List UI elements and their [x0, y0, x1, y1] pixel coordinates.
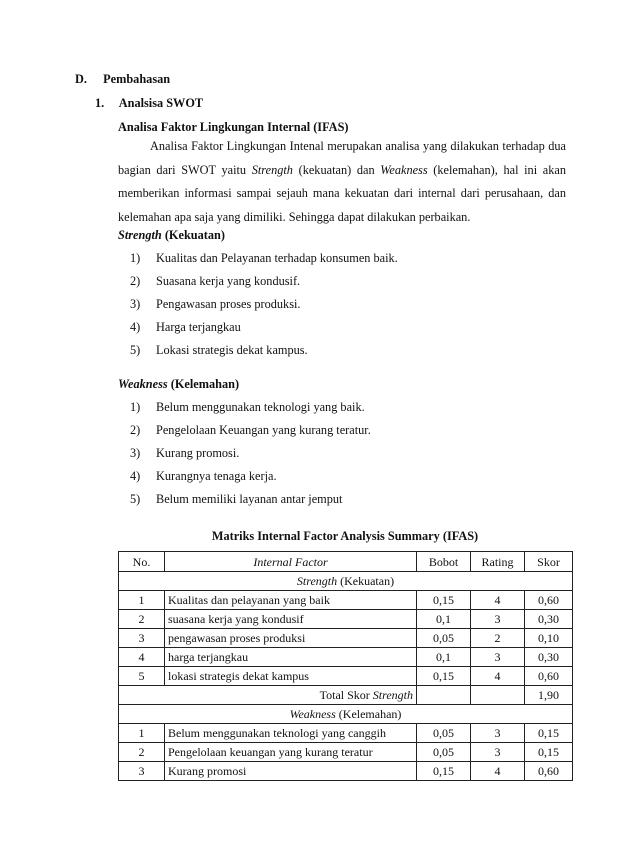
header-factor: Internal Factor [165, 552, 417, 572]
weakness-heading-term: Weakness [118, 377, 168, 391]
subsection-number: 1. [95, 96, 105, 110]
list-item: 4) Harga terjangkau [130, 320, 241, 334]
strength-group-row: Strength (Kekuatan) [119, 572, 573, 591]
table-row: 3 Kurang promosi 0,15 4 0,60 [119, 762, 573, 781]
weakness-heading-label: (Kelemahan) [167, 377, 240, 391]
strength-heading-term: Strength [118, 228, 162, 242]
section-label: D. [75, 72, 87, 86]
paragraph-text-3: (kelemahan), hal ini akan memberikan informasi sampai sejauh mana kekuatan dari internal dari perusahaan, dan kelemahan apa saja yang dimiliki. Sehingga dapat dilakukan perbaikan. [118, 162, 566, 224]
table-title: Matriks Internal Factor Analysis Summary (IFAS) [211, 529, 479, 543]
section-title: Pembahasan [103, 72, 171, 86]
table-header-row [119, 552, 573, 572]
list-item: 1) Kualitas dan Pelayanan terhadap konsumen baik. [130, 251, 398, 265]
table-row: 3 pengawasan proses produksi 0,05 2 0,10 [119, 629, 573, 648]
list-item: 3) Pengawasan proses produksi. [130, 297, 301, 311]
strength-total-row: Total Skor Strength 1,90 [119, 686, 573, 705]
intro-paragraph [118, 135, 566, 229]
weakness-term: Weakness [380, 162, 428, 177]
list-item: 5) Belum memiliki layanan antar jemput [130, 492, 343, 506]
paragraph-text-2: (kekuatan) dan [292, 162, 381, 177]
section-heading [75, 71, 170, 87]
strength-term: Strength [251, 162, 293, 177]
table-row: 2 Pengelolaan keuangan yang kurang teratur 0,05 3 0,15 [119, 743, 573, 762]
table-row: 1 Kualitas dan pelayanan yang baik 0,15 4 0,60 [119, 591, 573, 610]
table-row: 5 lokasi strategis dekat kampus 0,15 4 0,60 [119, 667, 573, 686]
header-no: No. [119, 552, 165, 572]
strength-total-skor: 1,90 [525, 686, 573, 705]
list-item: 3) Kurang promosi. [130, 446, 240, 460]
subsection-heading [95, 95, 203, 111]
subsection-title: Analsisa SWOT [118, 96, 204, 110]
list-item: 5) Lokasi strategis dekat kampus. [130, 343, 308, 357]
paragraph-text-1: Analisa Faktor Lingkungan Intenal merupakan analisa yang dilakukan terhadap dua bagian dari SWOT yaitu [118, 139, 566, 177]
table-row: 2 suasana kerja yang kondusif 0,1 3 0,30 [119, 610, 573, 629]
table-row: 1 Belum menggunakan teknologi yang canggih 0,05 3 0,15 [119, 724, 573, 743]
header-skor: Skor [525, 552, 573, 572]
list-item: 2) Suasana kerja yang kondusif. [130, 274, 301, 288]
strength-heading [118, 227, 225, 243]
weakness-heading [118, 376, 239, 392]
header-bobot: Bobot [417, 552, 471, 572]
list-item: 2) Pengelolaan Keuangan yang kurang teratur. [130, 423, 371, 437]
weakness-group-row: Weakness (Kelemahan) [119, 705, 573, 724]
list-item: 4) Kurangnya tenaga kerja. [130, 469, 277, 483]
table-row: 4 harga terjangkau 0,1 3 0,30 [119, 648, 573, 667]
strength-heading-label: (Kekuatan) [161, 228, 225, 242]
ifas-table [118, 551, 573, 781]
list-item: 1) Belum menggunakan teknologi yang baik. [130, 400, 365, 414]
ifas-heading: Analisa Faktor Lingkungan Internal (IFAS) [118, 120, 349, 134]
header-rating: Rating [471, 552, 525, 572]
